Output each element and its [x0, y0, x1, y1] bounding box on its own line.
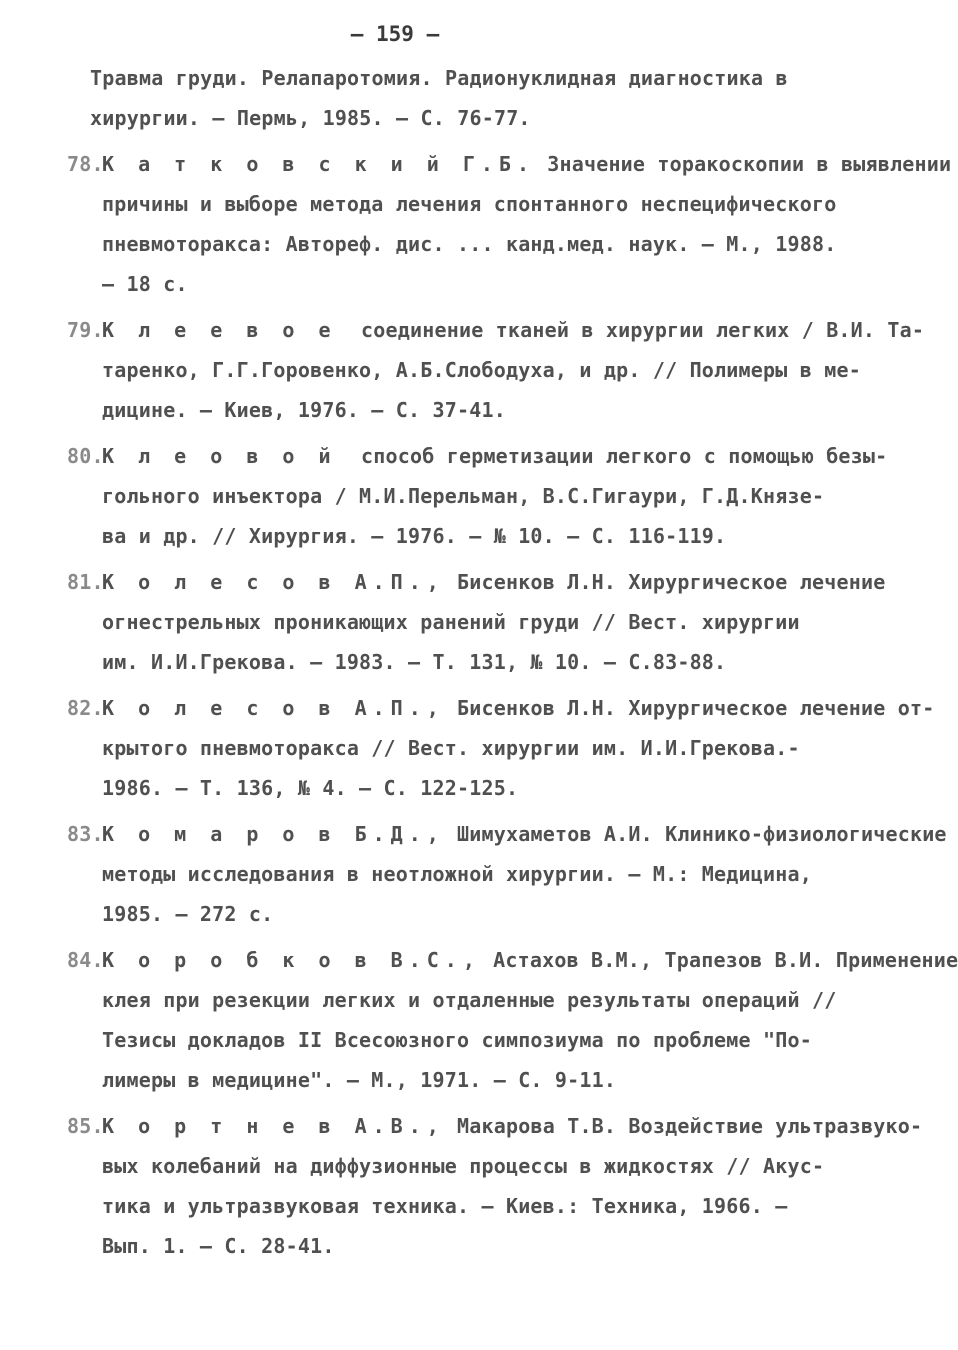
entry-line: Вып. 1. — С. 28-41. [102, 1234, 335, 1258]
entry-number: 80. [67, 444, 104, 468]
bibliography-entry [0, 940, 958, 1100]
entry-line: соединение тканей в хирургии легких / В.И. Та- [361, 318, 925, 342]
bibliography-entry [0, 814, 947, 934]
entry-line: пневмоторакса: Автореф. дис. ... канд.мед. наук. — М., 1988. [102, 232, 837, 256]
entry-author: К о р о б к о в В.С., [102, 948, 481, 972]
entry-author: К о м а р о в Б.Д., [102, 822, 445, 846]
entry-line: Значение торакоскопии в выявлении [547, 152, 952, 176]
entry-number: 85. [67, 1114, 104, 1138]
page-number: — 159 — [350, 22, 440, 46]
bibliography-entry [0, 688, 935, 808]
entry-author: К о л е с о в А.П., [102, 570, 445, 594]
entry-line: огнестрельных проникающих ранений груди // Вест. хирургии [102, 610, 800, 634]
entry-line: методы исследования в неотложной хирургии. — М.: Медицина, [102, 862, 812, 886]
entry-number: 84. [67, 948, 104, 972]
entry-line: Астахов В.М., Трапезов В.И. Применение [493, 948, 958, 972]
entry-line: 1985. — 272 с. [102, 902, 274, 926]
entry-line: Бисенков Л.Н. Хирургическое лечение [457, 570, 886, 594]
entry-line: Шимухаметов А.И. Клинико-физиологические [457, 822, 947, 846]
bibliography-list [0, 58, 958, 1272]
entry-line: хирургии. — Пермь, 1985. — С. 76-77. [90, 106, 531, 130]
entry-number: 81. [67, 570, 104, 594]
entry-line: лимеры в медицине". — М., 1971. — С. 9-11. [102, 1068, 617, 1092]
continued-entry [0, 58, 897, 138]
entry-line: гольного инъектора / М.И.Перельман, В.С.Гигаури, Г.Д.Князе- [102, 484, 825, 508]
entry-number: 82. [67, 696, 104, 720]
entry-author: К л е о в о й [102, 444, 337, 468]
entry-author: К л е е в о е [102, 318, 337, 342]
entry-line: причины и выборе метода лечения спонтанного неспецифического [102, 192, 837, 216]
entry-line: клея при резекции легких и отдаленные результаты операций // [102, 988, 837, 1012]
entry-line: 1986. — Т. 136, № 4. — С. 122-125. [102, 776, 519, 800]
entry-line: ва и др. // Хирургия. — 1976. — № 10. — С. 116-119. [102, 524, 727, 548]
bibliography-entry [0, 436, 897, 556]
entry-line: — 18 с. [102, 272, 188, 296]
entry-line: им. И.И.Грекова. — 1983. — Т. 131, № 10. — С.83-88. [102, 650, 727, 674]
entry-line: Макарова Т.В. Воздействие ультразвуко- [457, 1114, 923, 1138]
entry-line: способ герметизации легкого с помощью безы- [361, 444, 888, 468]
entry-author: К о л е с о в А.П., [102, 696, 445, 720]
entry-number: 83. [67, 822, 104, 846]
entry-line: крытого пневмоторакса // Вест. хирургии им. И.И.Грекова.- [102, 736, 800, 760]
entry-line: вых колебаний на диффузионные процессы в жидкостях // Акус- [102, 1154, 825, 1178]
entry-line: таренко, Г.Г.Горовенко, А.Б.Слободуха, и др. // Полимеры в ме- [102, 358, 861, 382]
entry-line: Бисенков Л.Н. Хирургическое лечение от- [457, 696, 935, 720]
bibliography-entry [0, 310, 925, 430]
entry-author: К о р т н е в А.В., [102, 1114, 445, 1138]
entry-line: дицине. — Киев, 1976. — С. 37-41. [102, 398, 506, 422]
entry-author: К а т к о в с к и й Г.Б. [102, 152, 535, 176]
entry-line: Травма груди. Релапаротомия. Радионуклидная диагностика в [90, 66, 788, 90]
entry-line: Тезисы докладов II Всесоюзного симпозиума по проблеме "По- [102, 1028, 812, 1052]
bibliography-entry [0, 562, 897, 682]
entry-number: 79. [67, 318, 104, 342]
bibliography-entry [0, 144, 952, 304]
entry-line: тика и ультразвуковая техника. — Киев.: Техника, 1966. — [102, 1194, 788, 1218]
bibliography-entry [0, 1106, 923, 1266]
entry-number: 78. [67, 152, 104, 176]
